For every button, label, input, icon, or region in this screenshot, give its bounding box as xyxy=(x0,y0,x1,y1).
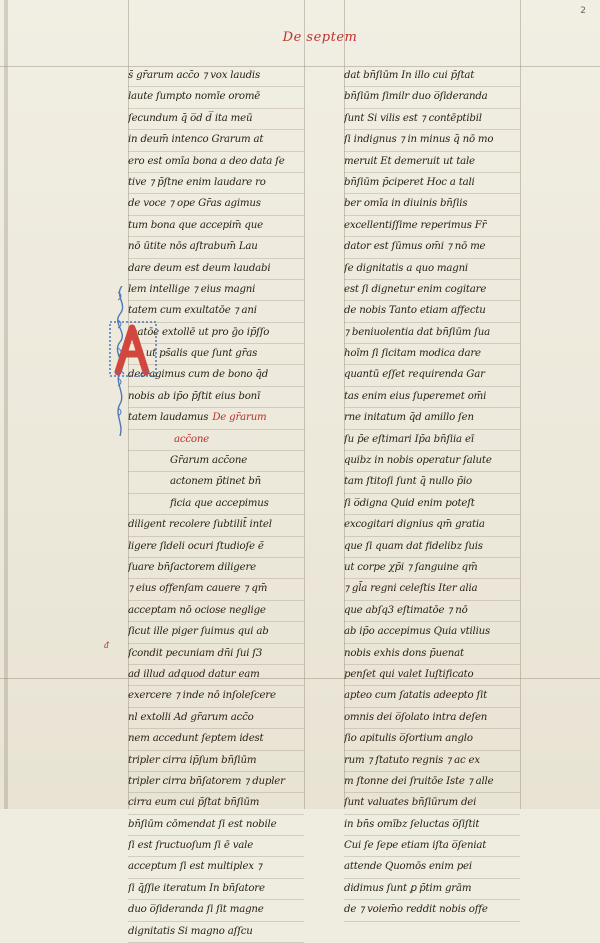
text-line xyxy=(344,622,520,643)
text-line xyxy=(344,601,520,622)
line-text: Cui ſe ſepe etiam iſta o̅ſeniat xyxy=(344,840,487,852)
text-line xyxy=(344,87,520,108)
text-line xyxy=(128,194,304,215)
text-line xyxy=(344,729,520,750)
text-line xyxy=(344,451,520,472)
text-line xyxy=(344,793,520,814)
text-line xyxy=(344,130,520,151)
line-text: ⁊ beniuolentia dat bn̄ſiūm ſua xyxy=(344,326,490,338)
line-text: nō ūtite nōs aſtrabum̄ Lau xyxy=(128,241,258,253)
text-line xyxy=(344,323,520,344)
text-line xyxy=(344,194,520,215)
text-line xyxy=(128,259,304,280)
text-line xyxy=(128,772,304,793)
line-text: de nobis Tanto etiam affectu xyxy=(344,305,486,317)
line-text: matōe extollē ut pro ḡo ip̄ſſo xyxy=(128,326,270,338)
line-text: de voce ⁊ ope Gr̄as agimus xyxy=(128,198,261,210)
line-text: nem accedunt ſeptem idest xyxy=(128,733,264,745)
text-line xyxy=(128,130,304,151)
text-line xyxy=(128,793,304,814)
line-text: in deum̄ intenco Grarum at xyxy=(128,134,264,146)
text-line xyxy=(344,152,520,173)
text-line xyxy=(344,237,520,258)
text-line xyxy=(344,259,520,280)
ruling-line xyxy=(304,0,305,809)
text-line xyxy=(344,515,520,536)
line-text: nobis exhis dons p̄uenat xyxy=(344,647,464,659)
line-text: nobis ab ip̄o p̄ſtit eius bonī xyxy=(128,390,261,402)
text-line xyxy=(128,879,304,900)
line-text: tatem laudamus xyxy=(128,412,209,424)
text-line xyxy=(344,879,520,900)
text-line xyxy=(128,644,304,665)
text-line xyxy=(344,579,520,600)
text-line xyxy=(128,579,304,600)
line-text: ⁊ eius offenſam cauere ⁊ qm̄ xyxy=(128,583,268,595)
text-line xyxy=(344,216,520,237)
text-line xyxy=(344,408,520,429)
line-text: tripler cirra bn̄ſatorem ⁊ dupler xyxy=(128,775,285,787)
rubric-heading: De gr̄arum xyxy=(212,412,267,424)
folio-number: 2 xyxy=(580,6,586,16)
line-text: bn̄ſiūm ſimilr duo o̅ſideranda xyxy=(344,91,488,103)
line-text: laute ſumpto nomīe oromē xyxy=(128,91,261,103)
line-text: ſicut ille piger ſuimus qui ab xyxy=(128,626,269,638)
text-line xyxy=(128,922,304,943)
left-text-column xyxy=(128,66,304,943)
line-text: diligent recolere ſubtilit̄ intel xyxy=(128,519,272,531)
text-line xyxy=(128,686,304,707)
line-text: ligere ſideli ocuri ſtudioſe ẽ xyxy=(128,540,264,552)
text-line xyxy=(128,708,304,729)
text-line xyxy=(344,365,520,386)
line-text: ad illud adquod datur eam xyxy=(128,668,260,680)
line-text: quibz in nobis operatur ſalute xyxy=(344,455,492,467)
text-line xyxy=(128,152,304,173)
text-line xyxy=(128,857,304,878)
line-text: excellentiſſime reperimus Fr̄ xyxy=(344,219,487,231)
text-line xyxy=(344,472,520,493)
text-line xyxy=(128,815,304,836)
text-line xyxy=(344,109,520,130)
line-text: m ſtonne dei ſruitōe Iste ⁊ alle xyxy=(344,775,494,787)
line-text: ber omīa in diuinis bn̄ſiis xyxy=(344,198,468,210)
text-line xyxy=(344,344,520,365)
text-line xyxy=(128,515,304,536)
text-line xyxy=(128,537,304,558)
line-text: dator est ſūmus om̄i ⁊ nō me xyxy=(344,241,486,253)
text-line xyxy=(128,494,304,515)
text-line xyxy=(128,280,304,301)
line-text: lem intellige ⁊ eius magni xyxy=(128,283,256,295)
line-text: attende Quomōs enim pei xyxy=(344,861,472,873)
decorated-initial xyxy=(108,320,158,378)
line-text: hoīm ſi ſicitam modica dare xyxy=(344,348,481,360)
line-text: acceptam nō ociose neglige xyxy=(128,604,266,616)
line-text: ab ip̄o accepimus Quia vtilius xyxy=(344,626,491,638)
line-text: meruit Et demeruit ut tale xyxy=(344,155,475,167)
text-line xyxy=(344,66,520,87)
text-line xyxy=(344,494,520,515)
text-line xyxy=(128,216,304,237)
text-line xyxy=(128,173,304,194)
text-line xyxy=(344,708,520,729)
text-line xyxy=(344,857,520,878)
text-line xyxy=(128,387,304,408)
rubric-heading: acc̄one xyxy=(174,433,210,445)
text-line xyxy=(344,751,520,772)
line-text: ⁊ gl̄a regni celeſtis Iter alia xyxy=(344,583,478,595)
line-text: tripler cirra ip̄ſum bn̄ſiūm xyxy=(128,754,257,766)
line-text: rum ⁊ ſtatuto regnis ⁊ ac ex xyxy=(344,754,480,766)
ruling-line xyxy=(520,0,521,809)
text-line xyxy=(128,87,304,108)
text-line xyxy=(128,472,304,493)
line-text: bn̄ſiūm p̄ciperet Hoc a tali xyxy=(344,176,475,188)
text-line xyxy=(344,644,520,665)
margin-note: ᵭ xyxy=(104,641,109,651)
text-line xyxy=(128,729,304,750)
line-text: que abſq3 eſtimatōe ⁊ nō xyxy=(344,604,468,616)
line-text: ſecundum q̄ o̅d d̅ ita meū xyxy=(128,112,253,124)
line-text: deo agimus cum de bono q̄d xyxy=(128,369,269,381)
line-text: cirra eum cui p̄ſtat bn̄ſiūm xyxy=(128,797,260,809)
line-text: rne initatum q̄d amillo ſen xyxy=(344,412,474,424)
line-text: dignitatis Si magno aſſcu xyxy=(128,925,253,937)
gutter-shadow xyxy=(4,0,8,809)
line-text: acceptum ſi est multiplex ⁊ xyxy=(128,861,262,873)
text-line xyxy=(128,430,304,451)
text-line xyxy=(344,280,520,301)
text-line xyxy=(344,815,520,836)
text-line xyxy=(344,686,520,707)
text-line xyxy=(128,109,304,130)
line-text: est ſi dignetur enim cogitare xyxy=(344,283,487,295)
text-line xyxy=(128,601,304,622)
line-text: bn̄ſiūm cōmendat ſi est nobile xyxy=(128,818,277,830)
line-text: dat bn̄ſiūm In illo cui p̄ſtat xyxy=(344,70,475,81)
running-head: De septem xyxy=(282,30,358,45)
line-text: ſio apitulis o̅ſortium anglo xyxy=(344,733,473,745)
text-line xyxy=(344,301,520,322)
line-text: ſunt Si vilis est ⁊ contēptibil xyxy=(344,112,482,124)
line-text: ficia que accepimus xyxy=(170,497,269,509)
line-text: quantū eſſet requirenda Gar xyxy=(344,369,485,381)
line-text: Gr̄arum acc̄one xyxy=(170,455,248,467)
text-line xyxy=(344,900,520,921)
line-text: ſuare bn̄ſactorem diligere xyxy=(128,561,256,573)
line-text: ſi indignus ⁊ in minus q̄ nō mo xyxy=(344,134,494,146)
line-text: tas enim eius ſuperemet om̄i xyxy=(344,390,487,402)
text-line xyxy=(128,622,304,643)
right-text-column xyxy=(344,66,520,922)
text-line xyxy=(128,751,304,772)
line-text: exercere ⁊ inde nō inſoleſcere xyxy=(128,690,276,702)
text-line xyxy=(344,430,520,451)
line-text: ſunt valuates bn̄ſiūrum dei xyxy=(344,797,477,809)
line-text: de ⁊ voiem̄o reddit nobis offe xyxy=(344,904,488,916)
line-text: tatem cum exultatōe ⁊ ani xyxy=(128,305,257,317)
line-text: ſcondit pecuniam dn̄i ſui ſ3 xyxy=(128,647,263,659)
line-text: ſu p̄e eſtimari Ip̄a bn̄ſiia eī xyxy=(344,433,474,445)
text-line xyxy=(344,772,520,793)
line-text: excogitari dignius qm̄ gratia xyxy=(344,519,485,531)
line-text: ut corpe χp̄i ⁊ ſanguine qm̄ xyxy=(344,561,478,573)
text-line xyxy=(128,900,304,921)
line-text: omnis dei o̅ſolato intra deſen xyxy=(344,711,488,723)
line-text: duo o̅ſideranda ſi ſit magne xyxy=(128,904,264,916)
line-text: dare deum est deum laudabi xyxy=(128,262,271,274)
line-text: que ſi quam dat fidelibz ſuis xyxy=(344,540,483,552)
line-text: didimus ſunt ꝑ p̄tim grām xyxy=(344,882,472,894)
text-line xyxy=(128,558,304,579)
text-line xyxy=(128,451,304,472)
text-line xyxy=(344,836,520,857)
text-line xyxy=(344,665,520,686)
line-text: s̄ gr̄arum acc̄o ⁊ vox laudis xyxy=(128,70,260,81)
line-text: penſet qui valet Iuſtificato xyxy=(344,668,474,680)
line-text: ſi q̄ſſie iteratum In bn̄ſatore xyxy=(128,882,265,894)
line-text: ſe dignitatis a quo magni xyxy=(344,262,468,274)
line-text: ſi o̅digna Quid enim poteſt xyxy=(344,497,475,509)
text-line xyxy=(128,665,304,686)
text-line xyxy=(344,537,520,558)
line-text: tive ⁊ p̄ſtne enim laudare ro xyxy=(128,176,266,188)
line-text: tum bona que accepim̄ que xyxy=(128,219,263,231)
line-text: ſi est ſructuoſum ſi ē vale xyxy=(128,840,254,852)
text-line xyxy=(128,237,304,258)
line-text: in bn̄s omībz ſeluctas o̅ſiſtit xyxy=(344,818,480,830)
line-text: actonem p̄tinet bn̄ xyxy=(170,476,261,488)
line-text: est ut ps̄alis que ſunt gr̄as xyxy=(128,348,258,360)
text-line xyxy=(344,173,520,194)
text-line xyxy=(344,387,520,408)
line-text: nl extolli Ad gr̄arum acc̄o xyxy=(128,711,254,723)
line-text: apteo cum ſatatis adeepto ſit xyxy=(344,690,488,702)
line-text: tam ſtitoſi ſunt q̄ nullo p̄io xyxy=(344,476,472,488)
line-text: ero est omīa bona a deo data ſe xyxy=(128,155,285,167)
text-line xyxy=(128,408,304,429)
text-line xyxy=(128,66,304,87)
text-line xyxy=(128,836,304,857)
text-line xyxy=(344,558,520,579)
